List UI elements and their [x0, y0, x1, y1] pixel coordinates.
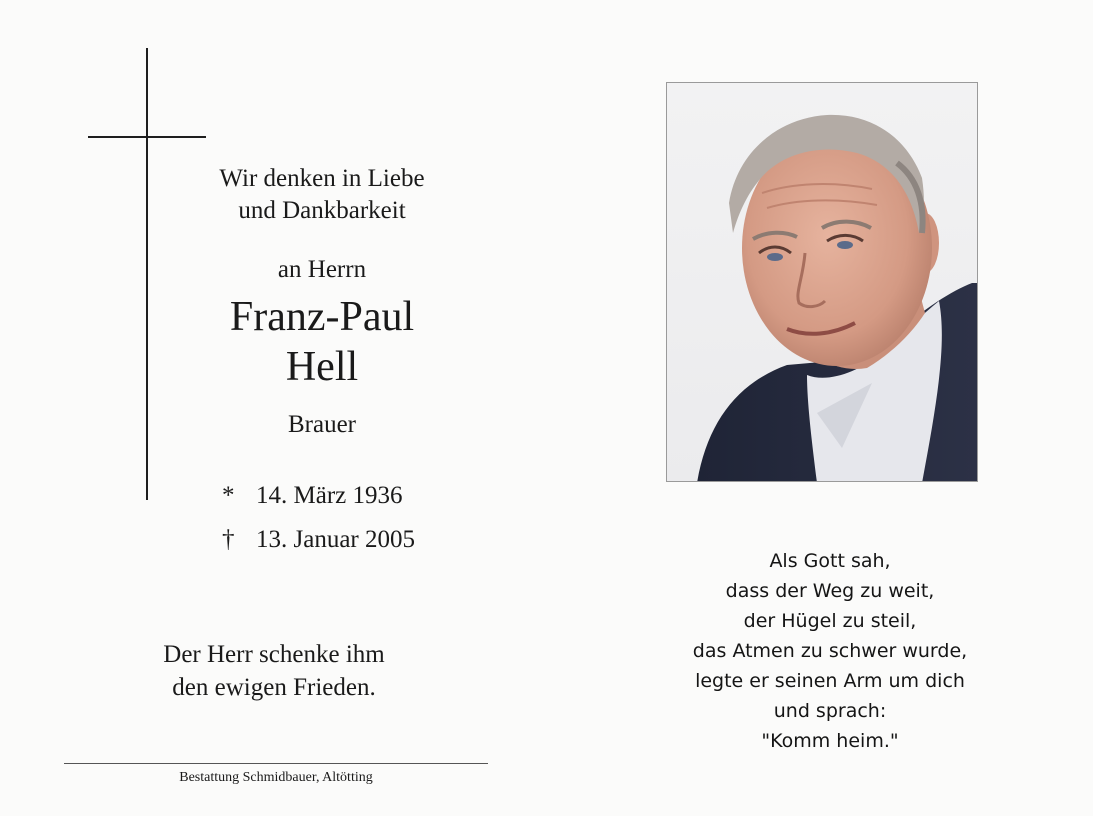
- salutation: an Herrn: [277, 256, 367, 283]
- funeral-home-credit: Bestattung Schmidbauer, Altötting: [179, 770, 373, 785]
- death-date: 13. Januar 2005: [256, 526, 415, 553]
- poem-line-3: der Hügel zu steil,: [743, 610, 917, 632]
- portrait-photo: [666, 82, 978, 482]
- death-date-row: [222, 524, 415, 556]
- intro-line-2: und Dankbarkeit: [238, 197, 406, 224]
- poem: [640, 546, 1020, 756]
- cross-horizontal-bar: [88, 136, 206, 138]
- poem-line-1: Als Gott sah,: [769, 550, 891, 572]
- birth-date: 14. März 1936: [256, 482, 403, 509]
- footer-divider: [64, 763, 488, 764]
- birth-star-icon: *: [222, 482, 235, 509]
- poem-line-2: dass der Weg zu weit,: [725, 580, 935, 602]
- poem-line-7: "Komm heim.": [761, 730, 899, 752]
- poem-line-4: das Atmen zu schwer wurde,: [692, 640, 968, 662]
- blessing-line-2: den ewigen Frieden.: [172, 674, 376, 701]
- blessing-line-1: Der Herr schenke ihm: [163, 641, 385, 668]
- birth-date-row: [222, 480, 403, 512]
- last-name: Hell: [285, 344, 359, 390]
- intro-text: [150, 163, 494, 227]
- first-name: Franz-Paul: [229, 294, 415, 340]
- deceased-name: [150, 292, 494, 392]
- profession: Brauer: [287, 411, 357, 438]
- cross-vertical-bar: [146, 48, 148, 500]
- intro-line-1: Wir denken in Liebe: [219, 165, 425, 192]
- blessing-text: [124, 638, 424, 704]
- poem-line-5: legte er seinen Arm um dich: [695, 670, 965, 692]
- portrait-illustration: [667, 83, 978, 482]
- death-dagger-icon: †: [222, 526, 235, 553]
- poem-line-6: und sprach:: [773, 700, 887, 722]
